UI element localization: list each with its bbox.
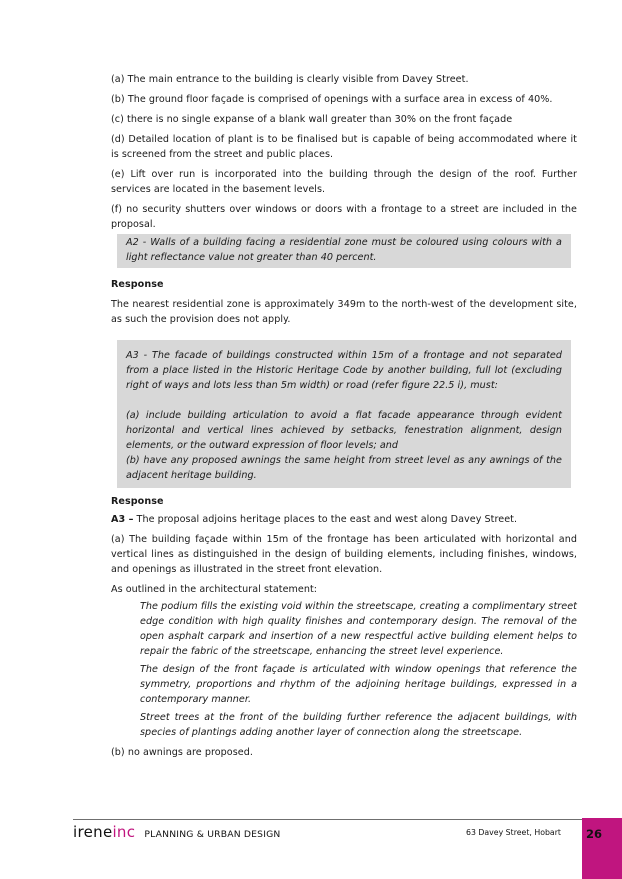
callout-a3-intro: A3 - The facade of buildings constructed within 15m of a frontage and not separated from a place listed in the Historic Heritage Code by another building, full lot (excluding right of ways and lots less than 5m width) or road (refer figure 22.5 i), must: bbox=[126, 350, 562, 391]
a3-response-paragraph bbox=[111, 512, 577, 527]
brand-logo bbox=[73, 822, 281, 841]
footer-address: 63 Davey Street, Hobart bbox=[466, 828, 561, 837]
brand-name-accent: inc bbox=[112, 823, 136, 841]
paragraph-e-lift: (e) Lift over run is incorporated into the building through the design of the roof. Further services are located in the basement levels. bbox=[111, 169, 577, 195]
paragraph-b-awnings: (b) no awnings are proposed. bbox=[111, 747, 253, 758]
page-number: 26 bbox=[585, 827, 602, 841]
a3-response-text: The proposal adjoins heritage places to the east and west along Davey Street. bbox=[133, 514, 518, 525]
footer-divider bbox=[73, 819, 582, 820]
callout-a3-item-a: (a) include building articulation to avoid a flat facade appearance through evident horizontal and vertical lines achieved by setbacks, fenestration alignment, design elements, or the outward expression of floor levels; and bbox=[126, 410, 562, 451]
callout-a2 bbox=[117, 234, 571, 268]
callout-spacer bbox=[126, 393, 562, 408]
callout-a3-item-b: (b) have any proposed awnings the same height from street level as any awnings of the adjacent heritage building. bbox=[126, 455, 562, 481]
paragraph-d-plant: (d) Detailed location of plant is to be finalised but is capable of being accommodated where it is screened from the street and public places. bbox=[111, 134, 577, 160]
document-body bbox=[111, 72, 577, 765]
statement-intro: As outlined in the architectural statement: bbox=[111, 584, 318, 595]
statement-quote: Street trees at the front of the building further reference the adjacent buildings, with species of plantings adding another layer of connection along the streetscape. bbox=[140, 712, 577, 738]
response-heading: Response bbox=[111, 279, 164, 290]
brand-subtitle: PLANNING & URBAN DESIGN bbox=[144, 829, 281, 840]
response-paragraph: The nearest residential zone is approximately 349m to the north-west of the development site, as such the provision does not apply. bbox=[111, 299, 577, 325]
page-number-tab bbox=[582, 818, 622, 879]
callout-a2-text: A2 - Walls of a building facing a residential zone must be coloured using colours with a light reflectance value not greater than 40 percent. bbox=[126, 237, 562, 263]
callout-a3 bbox=[117, 340, 571, 488]
paragraph-c-blank-wall: (c) there is no single expanse of a blank wall greater than 30% on the front façade bbox=[111, 114, 513, 125]
response-heading: Response bbox=[111, 496, 164, 507]
brand-name-part: irene bbox=[73, 823, 113, 841]
paragraph-a-entrance: (a) The main entrance to the building is clearly visible from Davey Street. bbox=[111, 74, 469, 85]
paragraph-f-shutters: (f) no security shutters over windows or doors with a frontage to a street are included in the proposal. bbox=[111, 204, 577, 230]
statement-quote: The podium fills the existing void within the streetscape, creating a complimentary street edge condition with high quality finishes and contemporary design. The removal of the open asphalt carpark and insertion of a new respectful active building element helps to repair the fabric of the streetscape, enhancing the street level experience. bbox=[140, 601, 577, 657]
paragraph-a-articulation: (a) The building façade within 15m of the frontage has been articulated with horizontal and vertical lines as distinguished in the design of building elements, including finishes, windows, and openings as illustrated in the street front elevation. bbox=[111, 534, 577, 575]
a3-label: A3 – bbox=[111, 514, 134, 525]
statement-quote: The design of the front façade is articulated with window openings that reference the symmetry, proportions and rhythm of the adjoining heritage buildings, expressed in a contemporary manner. bbox=[140, 664, 577, 705]
paragraph-b-facade: (b) The ground floor façade is comprised of openings with a surface area in excess of 40%. bbox=[111, 94, 553, 105]
